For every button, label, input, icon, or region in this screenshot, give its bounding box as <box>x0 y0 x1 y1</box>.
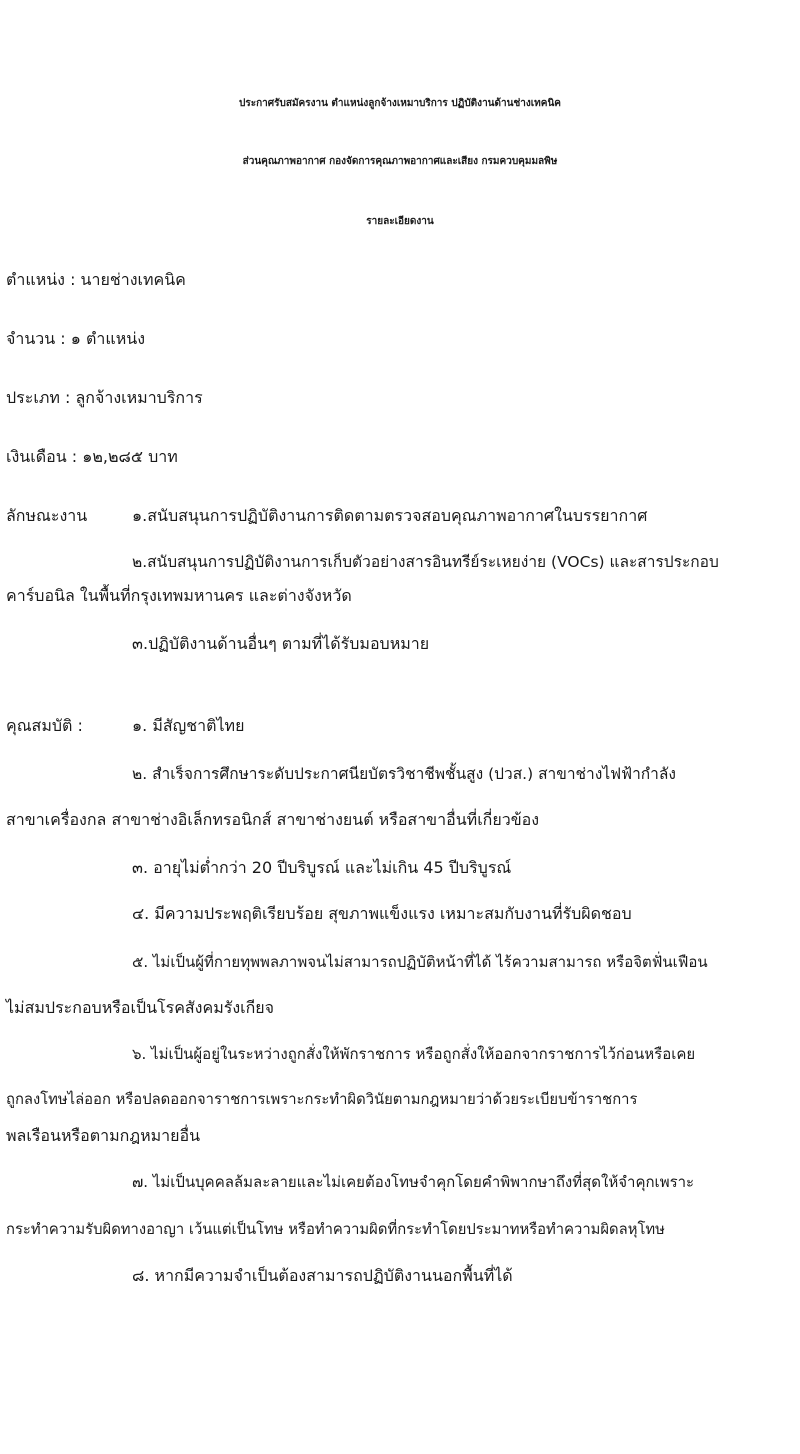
qualifications-label: คุณสมบัติ : <box>6 716 83 735</box>
salary-field: เงินเดือน : ๑๒,๒๘๕ บาท <box>6 447 178 466</box>
qualification-item-3: ๓. อายุไม่ต่ำกว่า 20 ปีบริบูรณ์ และไม่เกิน 45 ปีบริบูรณ์ <box>132 858 512 877</box>
qualification-item-2-line-1: ๒. สำเร็จการศึกษาระดับประกาศนียบัตรวิชาชีพชั้นสูง (ปวส.) สาขาช่างไฟฟ้ากำลัง <box>132 765 676 783</box>
qualification-item-6-line-2: ถูกลงโทษไล่ออก หรือปลดออกจาราชการเพราะกระทำผิดวินัยตามกฎหมายว่าด้วยระเบียบข้าราชการ <box>6 1091 638 1108</box>
announcement-title: ประกาศรับสมัครงาน ตำแหน่งลูกจ้างเหมาบริการ ปฏิบัติงานด้านช่างเทคนิค <box>239 98 561 109</box>
qualification-item-4: ๔. มีความประพฤติเรียบร้อย สุขภาพแข็งแรง เหมาะสมกับงานที่รับผิดชอบ <box>132 904 632 923</box>
position-field: ตำแหน่ง : นายช่างเทคนิค <box>6 270 186 289</box>
duties-label: ลักษณะงาน <box>6 506 88 525</box>
qualification-item-7-line-1: ๗. ไม่เป็นบุคคลล้มละลายและไม่เคยต้องโทษจำคุกโดยคำพิพากษาถึงที่สุดให้จำคุกเพราะ <box>132 1173 695 1191</box>
duty-item-2-line-2: คาร์บอนิล ในพื้นที่กรุงเทพมหานคร และต่างจังหวัด <box>6 586 352 605</box>
employment-type-field: ประเภท : ลูกจ้างเหมาบริการ <box>6 388 203 407</box>
qualification-item-5-line-1: ๕. ไม่เป็นผู้ที่กายทุพพลภาพจนไม่สามารถปฏิบัติหน้าที่ได้ ไร้ความสามารถ หรือจิตฟั่นเฟือน <box>132 953 708 971</box>
qualification-item-2-line-2: สาขาเครื่องกล สาขาช่างอิเล็กทรอนิกส์ สาขาช่างยนต์ หรือสาขาอื่นที่เกี่ยวข้อง <box>6 810 540 829</box>
qualification-item-7-line-2: กระทำความรับผิดทางอาญา เว้นแต่เป็นโทษ หรือทำความผิดที่กระทำโดยประมาทหรือทำความผิดลหุโทษ <box>6 1221 665 1238</box>
quantity-field: จำนวน : ๑ ตำแหน่ง <box>6 329 146 348</box>
duty-item-2-line-1: ๒.สนับสนุนการปฏิบัติงานการเก็บตัวอย่างสารอินทรีย์ระเหยง่าย (VOCs) และสารประกอบ <box>132 553 719 571</box>
section-heading: รายละเอียดงาน <box>366 216 434 227</box>
qualification-item-8: ๘. หากมีความจำเป็นต้องสามารถปฏิบัติงานนอกพื้นที่ได้ <box>132 1266 513 1285</box>
qualification-item-6-line-3: พลเรือนหรือตามกฎหมายอื่น <box>6 1126 201 1145</box>
duty-item-1: ๑.สนับสนุนการปฏิบัติงานการติดตามตรวจสอบคุณภาพอากาศในบรรยากาศ <box>132 506 648 525</box>
qualification-item-5-line-2: ไม่สมประกอบหรือเป็นโรคสังคมรังเกียจ <box>6 998 275 1017</box>
qualification-item-1: ๑. มีสัญชาติไทย <box>132 716 245 735</box>
duty-item-3: ๓.ปฏิบัติงานด้านอื่นๆ ตามที่ได้รับมอบหมาย <box>132 634 430 653</box>
department-title: ส่วนคุณภาพอากาศ กองจัดการคุณภาพอากาศและเสียง กรมควบคุมมลพิษ <box>242 156 558 167</box>
qualification-item-6-line-1: ๖. ไม่เป็นผู้อยู่ในระหว่างถูกสั่งให้พักราชการ หรือถูกสั่งให้ออกจากราชการไว้ก่อนหรือเคย <box>132 1045 696 1063</box>
